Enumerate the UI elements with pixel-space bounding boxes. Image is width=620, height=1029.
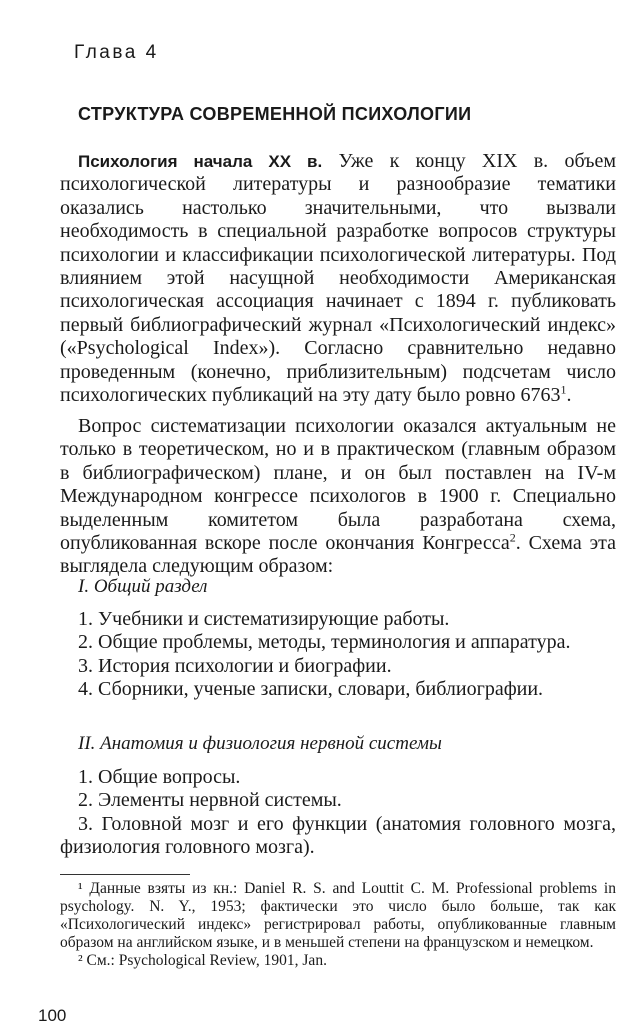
list-item: 2. Элементы нервной системы. xyxy=(78,789,342,812)
chapter-title: СТРУКТУРА СОВРЕМЕННОЙ ПСИХОЛОГИИ xyxy=(78,104,472,124)
section-heading-general: I. Общий раздел xyxy=(78,576,208,597)
paragraph-1-text: Уже к концу XIX в. объем психологической литературы и разнообразие тематики оказались настолько значительными, что вызвали необходимость в специальной разработке вопросов структуры психологии и классификации психологической литературы. Под влиянием этой насущной необходимости Американская психологическая ассоциация начинает с 1894 г. публиковать первый библиографический журнал «Психологический индекс» («Psychological Index»). Согласно сравнительно недавно проведенным (конечно, приблизительным) подсчетам число психологических публикаций на эту дату было ровно 6763 xyxy=(60,150,616,407)
paragraph-2-end: . Схема эта выглядела следующим образом: xyxy=(60,532,617,578)
list-item: 3. История психологии и биографии. xyxy=(78,654,392,677)
list-item: 2. Общие проблемы, методы, терминология и аппаратура. xyxy=(78,631,571,654)
section-list-general xyxy=(60,608,616,702)
paragraph-2-text: Вопрос систематизации психологии оказался актуальным не только в теоретическом, но и в практическом (главным образом в библиографическом) плане, и он был поставлен на IV-м Международном конгрессе психологов в 1900 г. Специально выделенным комитетом была разработана схема, опубликованная вскоре после окончания Конгресса xyxy=(60,415,616,555)
page-number: 100 xyxy=(38,1006,67,1025)
paragraph-1-runin-heading: Психология начала XX в. xyxy=(78,152,323,171)
list-item: 4. Сборники, ученые записки, словари, библиографии. xyxy=(78,678,544,701)
footnote-1: ¹ Данные взяты из кн.: Daniel R. S. and Louttit C. M. Professional problems in psychology. N. Y., 1953; фактически это число было больше, так как «Психологический индекс» регистрировал работы, опубликованные главным образом на английском языке, и в меньшей степени на французском и немецком. xyxy=(60,880,616,951)
section-list-anatomy xyxy=(60,766,616,860)
paragraph-1-end: . xyxy=(566,384,572,407)
list-item: 1. Учебники и систематизирующие работы. xyxy=(78,608,450,630)
footnotes xyxy=(60,880,616,970)
section-heading-anatomy: II. Анатомия и физиология нервной системы xyxy=(78,733,442,754)
footnote-2: ² См.: Psychological Review, 1901, Jan. xyxy=(78,952,327,969)
list-item: 3. Головной мозг и его функции (анатомия головного мозга, физиология головного мозга). xyxy=(60,812,616,859)
paragraph-2 xyxy=(60,415,616,579)
footnote-divider xyxy=(60,874,190,875)
footnote-ref-1[interactable]: 1 xyxy=(560,382,567,397)
footnote-ref-2[interactable]: 2 xyxy=(509,530,516,545)
paragraph-1 xyxy=(60,150,616,407)
list-item: 1. Общие вопросы. xyxy=(78,766,241,788)
chapter-label: Глава 4 xyxy=(74,42,159,63)
